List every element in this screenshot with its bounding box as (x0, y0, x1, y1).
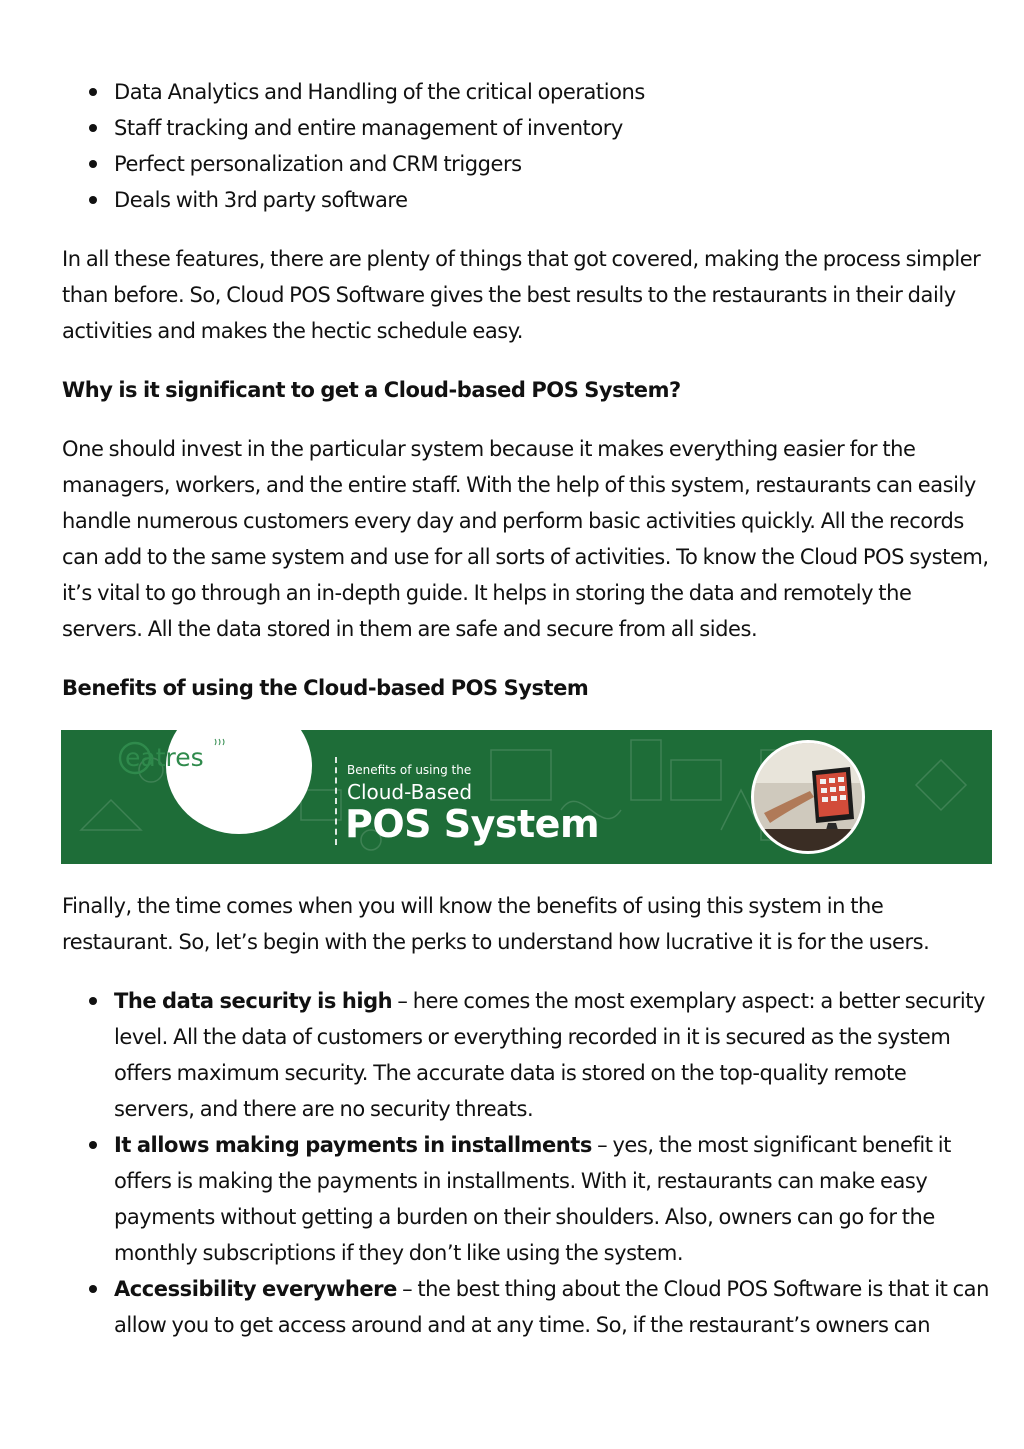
benefit-text: – the best thing about the Cloud POS Software is that it can allow you to get access around and at any time. So, if the restaurant’s owners can (114, 1277, 989, 1337)
list-item: Deals with 3rd party software (114, 182, 992, 218)
banner-line-mid: Cloud-Based (347, 780, 473, 804)
paragraph-benefits-intro: Finally, the time comes when you will know the benefits of using this system in the restaurant. So, let’s begin with the perks to understand how lucrative it is for the users. (62, 894, 930, 954)
eatres-logo-icon (115, 734, 241, 778)
list-item (114, 983, 992, 1127)
list-item: Perfect personalization and CRM triggers (114, 146, 992, 182)
document-page-lower (62, 888, 992, 1343)
banner-line-small: Benefits of using the (347, 763, 472, 777)
benefit-title: Accessibility everywhere (114, 1277, 397, 1301)
banner-divider (335, 757, 337, 845)
paragraph-features-summary: In all these features, there are plenty of things that got covered, making the process simpler than before. So, Cloud POS Software gives the best results to the restaurants in their daily activities and makes the hectic schedule easy. (62, 247, 981, 343)
banner-line-big: POS System (345, 802, 600, 846)
list-item (114, 1127, 992, 1271)
benefits-list (62, 983, 992, 1343)
feature-list (62, 74, 992, 218)
benefit-text: – here comes the most exemplary aspect: a better security level. All the data of customers or everything recorded in it is secured as the system offers maximum security. The accurate data is stored on the top-quality remote servers, and there are no security threats. (114, 989, 986, 1121)
document-page (62, 74, 992, 706)
pos-terminal-photo (751, 740, 865, 854)
list-item: Staff tracking and entire management of inventory (114, 110, 992, 146)
benefit-title: It allows making payments in installments (114, 1133, 592, 1157)
pos-terminal-icon (754, 743, 862, 851)
heading-why-cloud-pos: Why is it significant to get a Cloud-based POS System? (62, 378, 681, 402)
heading-benefits: Benefits of using the Cloud-based POS System (62, 676, 589, 700)
benefit-title: The data security is high (114, 989, 393, 1013)
list-item (114, 1271, 992, 1343)
list-item: Data Analytics and Handling of the critical operations (114, 74, 992, 110)
benefit-text: – yes, the most significant benefit it offers is making the payments in installments. With it, restaurants can make easy payments without getting a burden on their shoulders. Also, owners can go for the monthly subscriptions if they don’t like using the system. (114, 1133, 951, 1265)
paragraph-why-invest: One should invest in the particular system because it makes everything easier for the managers, workers, and the entire staff. With the help of this system, restaurants can easily handle numerous customers every day and perform basic activities quickly. All the records can add to the same system and use for all sorts of activities. To know the Cloud POS system, it’s vital to go through an in-depth guide. It helps in storing the data and remotely the servers. All the data stored in them are safe and secure from all sides. (62, 437, 989, 641)
svg-text:eatres: eatres (125, 743, 204, 772)
